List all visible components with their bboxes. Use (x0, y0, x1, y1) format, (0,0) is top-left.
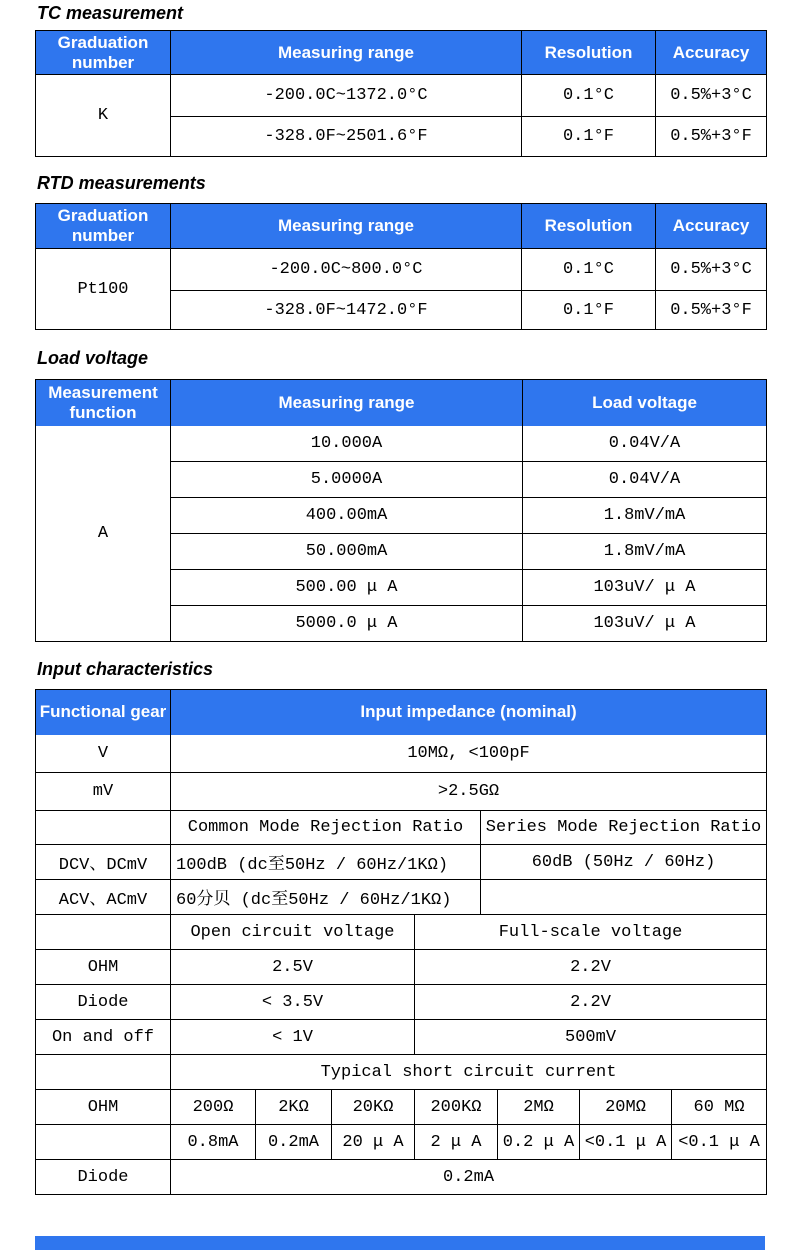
load-voltage-cell: 1.8mV/mA (523, 534, 767, 570)
tc-header-range: Measuring range (171, 31, 522, 75)
current-value-cell: <0.1 μ A (580, 1125, 672, 1160)
tc-accuracy-cell: 0.5%+3°C (656, 75, 767, 117)
gear-ohm-label: OHM (36, 950, 171, 985)
tc-accuracy-cell: 0.5%+3°F (656, 117, 767, 157)
empty-cell (36, 1055, 171, 1090)
diode-full-value: 2.2V (415, 985, 767, 1020)
load-range-cell: 5000.0 μ A (171, 606, 523, 642)
load-range-cell: 10.000A (171, 426, 523, 462)
gear-dcv-label: DCV、DCmV (36, 845, 171, 880)
rtd-accuracy-cell: 0.5%+3°C (656, 249, 767, 291)
diode-current-value: 0.2mA (171, 1160, 767, 1195)
gear-mv-label: mV (36, 773, 171, 811)
gear-onoff-label: On and off (36, 1020, 171, 1055)
load-voltage-cell: 1.8mV/mA (523, 498, 767, 534)
rtd-resolution-cell: 0.1°F (522, 291, 656, 330)
ohm-open-value: 2.5V (171, 950, 415, 985)
rtd-range-cell: -200.0C~800.0°C (171, 249, 522, 291)
current-value-cell: 0.8mA (171, 1125, 256, 1160)
ohm-range-cell: 200KΩ (415, 1090, 498, 1125)
ohm-range-cell: 20KΩ (332, 1090, 415, 1125)
rtd-table (35, 203, 767, 330)
onoff-open-value: < 1V (171, 1020, 415, 1055)
load-voltage-cell: 0.04V/A (523, 426, 767, 462)
empty-cell (36, 1125, 171, 1160)
tc-section-title: TC measurement (37, 3, 184, 23)
input-header-gear: Functional gear (36, 690, 171, 735)
load-range-cell: 50.000mA (171, 534, 523, 570)
rtd-range-cell: -328.0F~1472.0°F (171, 291, 522, 330)
gear-ohm-label: OHM (36, 1090, 171, 1125)
current-value-cell: 2 μ A (415, 1125, 498, 1160)
ohm-range-cell: 200Ω (171, 1090, 256, 1125)
current-value-cell: 20 μ A (332, 1125, 415, 1160)
tc-graduation-cell: K (36, 75, 171, 157)
load-function-cell: A (36, 426, 171, 642)
rtd-section-title: RTD measurements (37, 173, 206, 193)
load-table (35, 379, 767, 642)
impedance-v-value: 10MΩ, <100pF (171, 735, 767, 773)
tc-range-cell: -328.0F~2501.6°F (171, 117, 522, 157)
load-header-voltage: Load voltage (523, 380, 767, 426)
dcv-common-value: 100dB (dc至50Hz / 60Hz/1KΩ) (171, 845, 481, 880)
ohm-range-cell: 20MΩ (580, 1090, 672, 1125)
current-value-cell: 0.2mA (256, 1125, 332, 1160)
ohm-range-cell: 2KΩ (256, 1090, 332, 1125)
input-header-impedance: Input impedance (nominal) (171, 690, 767, 735)
common-mode-header: Common Mode Rejection Ratio (171, 811, 481, 845)
ohm-range-cell: 60 MΩ (672, 1090, 767, 1125)
tc-header-graduation: Graduation number (36, 31, 171, 75)
tc-resolution-cell: 0.1°C (522, 75, 656, 117)
load-range-cell: 5.0000A (171, 462, 523, 498)
tc-table (35, 30, 767, 157)
ohm-range-cell: 2MΩ (498, 1090, 580, 1125)
tc-header-accuracy: Accuracy (656, 31, 767, 75)
tc-resolution-cell: 0.1°F (522, 117, 656, 157)
gear-diode-label: Diode (36, 1160, 171, 1195)
onoff-full-value: 500mV (415, 1020, 767, 1055)
load-voltage-cell: 103uV/ μ A (523, 606, 767, 642)
load-voltage-cell: 0.04V/A (523, 462, 767, 498)
current-value-cell: <0.1 μ A (672, 1125, 767, 1160)
load-header-range: Measuring range (171, 380, 523, 426)
full-scale-header: Full-scale voltage (415, 915, 767, 950)
rtd-header-accuracy: Accuracy (656, 204, 767, 249)
rtd-graduation-cell: Pt100 (36, 249, 171, 330)
series-mode-header: Series Mode Rejection Ratio (481, 811, 767, 845)
gear-v-label: V (36, 735, 171, 773)
load-header-function: Measurement function (36, 380, 171, 426)
empty-cell (36, 915, 171, 950)
tc-header-resolution: Resolution (522, 31, 656, 75)
diode-open-value: < 3.5V (171, 985, 415, 1020)
rtd-resolution-cell: 0.1°C (522, 249, 656, 291)
acv-series-value (481, 880, 767, 915)
empty-cell (36, 811, 171, 845)
current-value-cell: 0.2 μ A (498, 1125, 580, 1160)
rtd-header-range: Measuring range (171, 204, 522, 249)
load-range-cell: 500.00 μ A (171, 570, 523, 606)
short-circuit-header: Typical short circuit current (171, 1055, 767, 1090)
tc-range-cell: -200.0C~1372.0°C (171, 75, 522, 117)
dcv-series-value: 60dB (50Hz / 60Hz) (481, 845, 767, 880)
rtd-header-graduation: Graduation number (36, 204, 171, 249)
load-voltage-cell: 103uV/ μ A (523, 570, 767, 606)
rtd-accuracy-cell: 0.5%+3°F (656, 291, 767, 330)
acv-common-value: 60分贝 (dc至50Hz / 60Hz/1KΩ) (171, 880, 481, 915)
input-table (35, 689, 767, 1195)
load-section-title: Load voltage (37, 348, 149, 368)
input-section-title: Input characteristics (37, 659, 214, 679)
impedance-mv-value: >2.5GΩ (171, 773, 767, 811)
open-circuit-header: Open circuit voltage (171, 915, 415, 950)
gear-acv-label: ACV、ACmV (36, 880, 171, 915)
next-table-header-partial (35, 1236, 765, 1250)
rtd-header-resolution: Resolution (522, 204, 656, 249)
load-range-cell: 400.00mA (171, 498, 523, 534)
ohm-full-value: 2.2V (415, 950, 767, 985)
gear-diode-label: Diode (36, 985, 171, 1020)
